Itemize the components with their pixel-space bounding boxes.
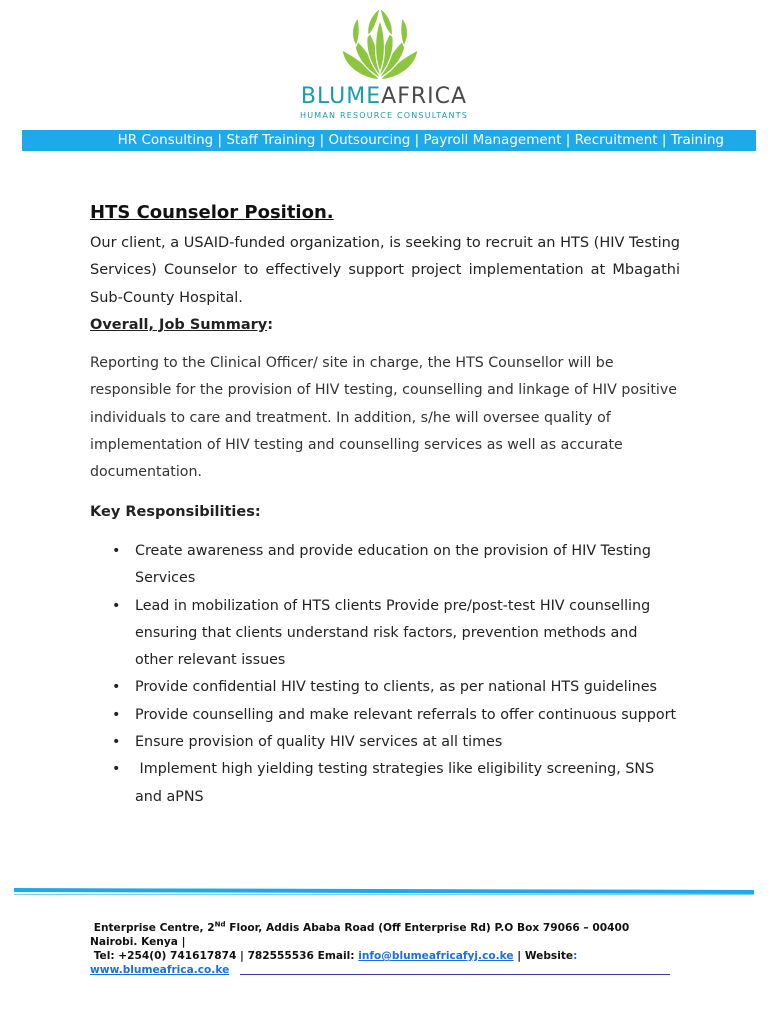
bullet-icon: •: [112, 734, 121, 751]
page-title: HTS Counselor Position.: [90, 202, 334, 223]
list-item-text: Provide confidential HIV testing to clients, as per national HTS guidelines: [135, 679, 657, 696]
footer-tel: Tel: +254(0) 741617874 | 782555536 Email:: [90, 950, 359, 962]
website-colon: :: [573, 950, 578, 962]
list-item-text: Implement high yielding testing strategies like eligibility screening, SNS and aPNS: [135, 761, 659, 805]
intro-paragraph: Our client, a USAID-funded organization, is seeking to recruit an HTS (HIV Testing Services) Counselor to effectively support project implementation at Mbagathi Sub-County Hospital.: [90, 235, 680, 306]
brand-name-part2: AFRICA: [381, 84, 468, 109]
document-body: [90, 200, 680, 811]
footer-underline: [240, 974, 670, 975]
footer-city: Nairobi. Kenya |: [90, 936, 186, 948]
list-item: [112, 756, 680, 811]
responsibilities-heading: Key Responsibilities:: [90, 503, 261, 520]
list-item: [112, 593, 680, 675]
list-item-text: Ensure provision of quality HIV services at all times: [135, 734, 503, 751]
summary-paragraph: Reporting to the Clinical Officer/ site in charge, the HTS Counsellor will be responsible for the provision of HIV testing, counselling and linkage of HIV positive individuals to care and treatment. In addition, s/he will oversee quality of implementation of HIV testing and counselling services as well as accurate documentation.: [90, 355, 677, 481]
footer-divider-thin: [14, 894, 754, 895]
list-item: [112, 729, 680, 756]
list-item: [112, 538, 680, 593]
address-part-a: Enterprise Centre, 2: [93, 922, 215, 934]
summary-heading-colon: :: [267, 316, 274, 333]
list-item-text: Lead in mobilization of HTS clients Provide pre/post-test HIV counselling ensuring that clients understand risk factors, prevention methods and other relevant issues: [135, 597, 651, 669]
address-sup: Nd: [214, 920, 226, 929]
bullet-icon: •: [112, 706, 121, 723]
blumeafrica-logo-icon: [330, 6, 430, 86]
brand-tagline: HUMAN RESOURCE CONSULTANTS: [299, 111, 468, 120]
list-item: [112, 674, 680, 701]
footer-contact: [90, 921, 690, 977]
summary-heading: [90, 312, 680, 339]
brand-name: [0, 84, 768, 109]
summary-heading-text: Overall, Job Summary: [90, 316, 268, 333]
responsibilities-list: [90, 538, 680, 811]
footer-address: [90, 921, 690, 935]
bullet-icon: •: [112, 542, 121, 559]
website-link[interactable]: www.blumeafrica.co.ke: [90, 964, 230, 976]
list-item: [112, 702, 680, 729]
list-item-text: Create awareness and provide education on the provision of HIV Testing Services: [135, 542, 651, 587]
bullet-icon: •: [112, 597, 121, 614]
bullet-icon: •: [112, 679, 121, 696]
bullet-icon: •: [112, 761, 121, 778]
list-item-text: Provide counselling and make relevant referrals to offer continuous support: [135, 706, 677, 723]
brand-name-part1: BLUME: [300, 84, 382, 109]
footer-contacts-line: [90, 949, 690, 963]
address-part-b: Floor, Addis Ababa Road (Off Enterprise Rd) P.O Box 79066 – 00400: [225, 922, 630, 934]
services-bar: HR Consulting | Staff Training | Outsourcing | Payroll Management | Recruitment | Training: [22, 130, 756, 151]
email-link[interactable]: info@blumeafricafyj.co.ke: [358, 950, 514, 962]
website-label: | Website: [513, 950, 574, 962]
